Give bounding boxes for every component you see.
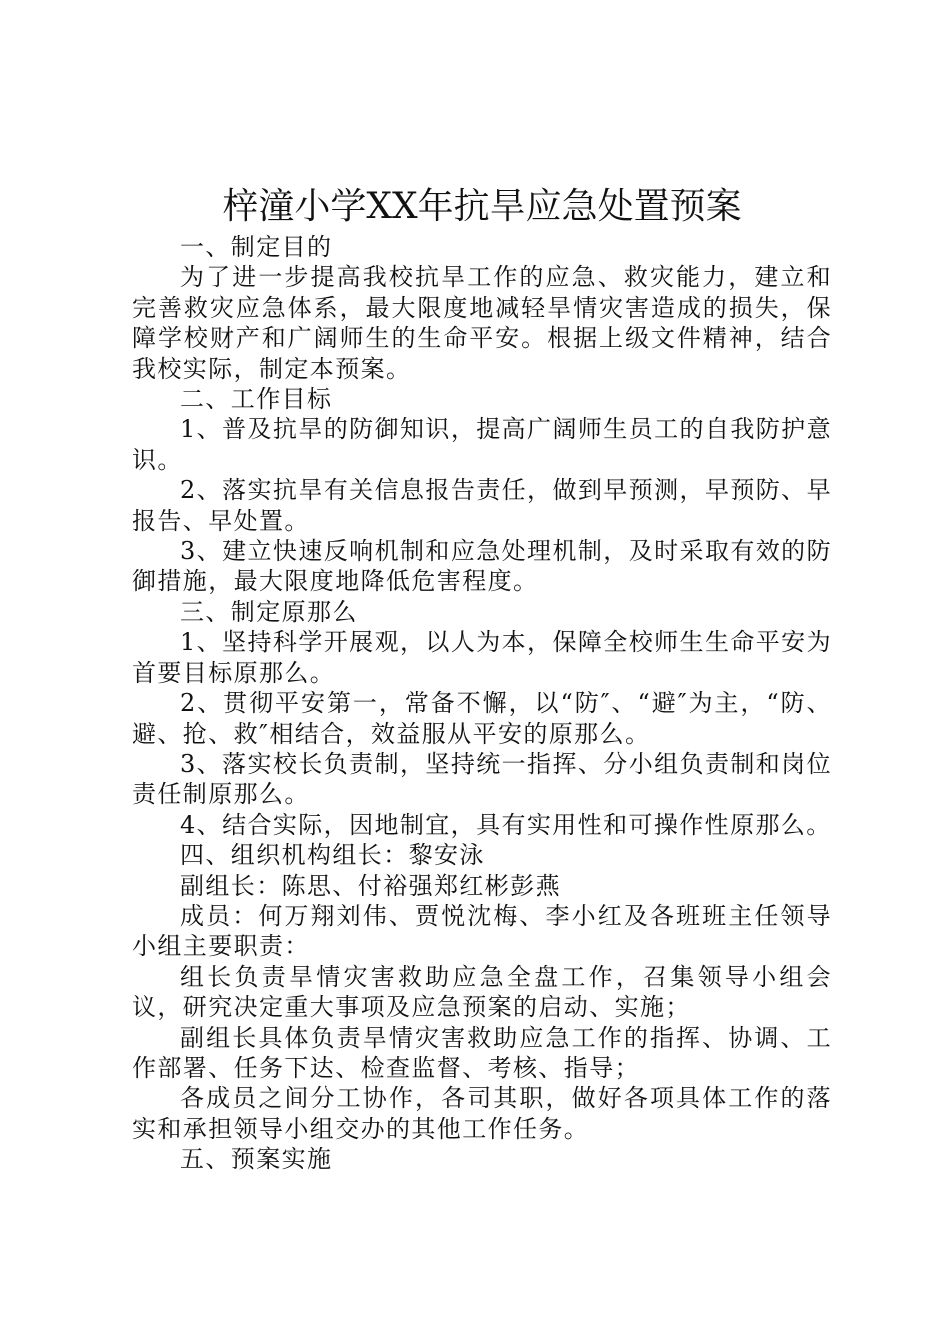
paragraph-deputy-duties: 副组长具体负责旱情灾害救助应急工作的指挥、协调、工作部署、任务下达、检查监督、考核、指导； <box>132 1023 832 1082</box>
section-heading-organization: 四、组织机构组长：黎安泳 <box>180 841 485 870</box>
paragraph-purpose: 为了进一步提高我校抗旱工作的应急、救灾能力，建立和完善救灾应急体系，最大限度地减轻旱情灾害造成的损失，保障学校财产和广阔师生的生命平安。根据上级文件精神，结合我校实际，制定本预案。 <box>132 263 832 383</box>
paragraph-member-duties: 各成员之间分工协作，各司其职，做好各项具体工作的落实和承担领导小组交办的其他工作任务。 <box>132 1084 832 1143</box>
paragraph-leader-duties: 组长负责旱情灾害救助应急全盘工作，召集领导小组会议，研究决定重大事项及应急预案的启动、实施； <box>132 962 832 1022</box>
document-body <box>132 182 832 1175</box>
paragraph-goal-2: 2、落实抗旱有关信息报告责任，做到早预测，早预防、早报告、早处置。 <box>132 476 832 535</box>
section-heading-principles: 三、制定原那么 <box>180 597 358 626</box>
section-heading-implementation: 五、预案实施 <box>180 1145 333 1174</box>
paragraph-principle-1: 1、坚持科学开展观，以人为本，保障全校师生生命平安为首要目标原那么。 <box>132 628 832 687</box>
paragraph-members: 成员：何万翔刘伟、贾悦沈梅、李小红及各班班主任领导小组主要职责： <box>132 901 832 961</box>
paragraph-principle-4: 4、结合实际，因地制宜，具有实用性和可操作性原那么。 <box>180 810 832 839</box>
paragraph-deputy-leaders: 副组长：陈思、付裕强郑红彬彭燕 <box>180 871 561 900</box>
section-heading-purpose: 一、制定目的 <box>180 233 333 261</box>
paragraph-goal-3: 3、建立快速反响机制和应急处理机制，及时采取有效的防御措施，最大限度地降低危害程度。 <box>132 537 832 596</box>
paragraph-goal-1: 1、普及抗旱的防御知识，提高广阔师生员工的自我防护意识。 <box>132 415 832 474</box>
document-title: 梓潼小学XX年抗旱应急处置预案 <box>222 186 742 227</box>
paragraph-principle-2: 2、贯彻平安第一，常备不懈，以“防″、“避″为主，“防、避、抢、救″相结合，效益服从平安的原那么。 <box>132 689 832 748</box>
section-heading-goals: 二、工作目标 <box>180 385 333 414</box>
paragraph-principle-3: 3、落实校长负责制，坚持统一指挥、分小组负责制和岗位责任制原那么。 <box>132 749 832 809</box>
